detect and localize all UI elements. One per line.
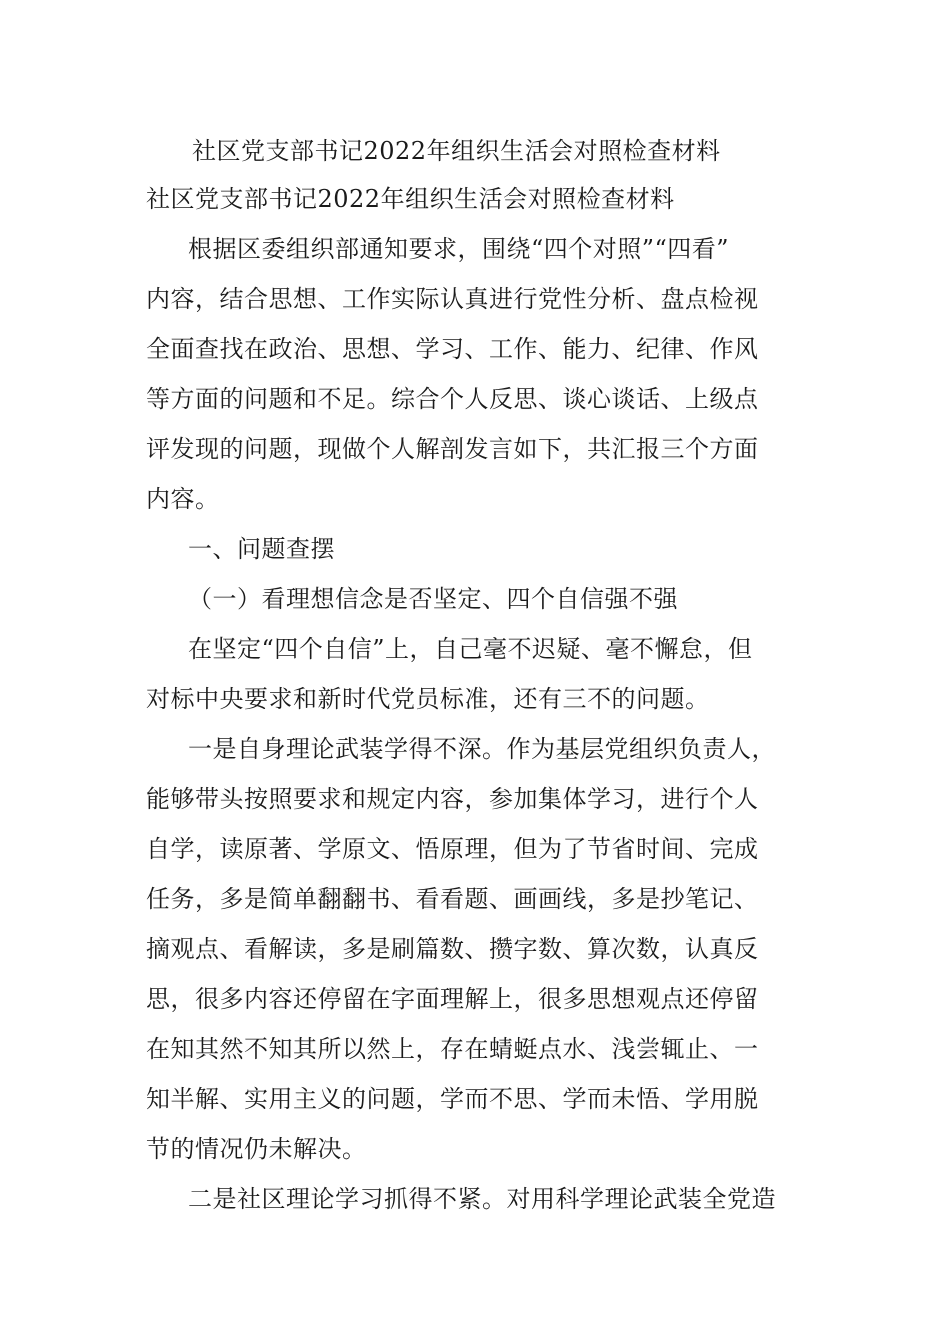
paragraph-line-point1-8: 知半解、实用主义的问题，学而不思、学而未悟、学用脱 xyxy=(146,1085,759,1113)
section-heading-1: 一、问题查摆 xyxy=(188,535,335,563)
paragraph-line-intro-6: 内容。 xyxy=(146,485,220,513)
paragraph-line-intro-4: 等方面的问题和不足。综合个人反思、谈心谈话、上级点 xyxy=(146,385,759,413)
paragraph-line-point1-2: 能够带头按照要求和规定内容，参加集体学习，进行个人 xyxy=(146,785,759,813)
paragraph-line-intro-1: 根据区委组织部通知要求，围绕“四个对照”“四看” xyxy=(188,235,730,263)
paragraph-line-confidence-1: 在坚定“四个自信”上，自己毫不迟疑、毫不懈怠，但 xyxy=(188,635,753,663)
paragraph-line-point1-1: 一是自身理论武装学得不深。作为基层党组织负责人， xyxy=(188,735,776,763)
paragraph-line-point1-4: 任务，多是简单翻翻书、看看题、画画线，多是抄笔记、 xyxy=(146,885,759,913)
paragraph-line-confidence-2: 对标中央要求和新时代党员标准，还有三不的问题。 xyxy=(146,685,710,713)
paragraph-line-point2-1: 二是社区理论学习抓得不紧。对用科学理论武装全党造 xyxy=(188,1185,776,1213)
paragraph-line-intro-2: 内容，结合思想、工作实际认真进行党性分析、盘点检视 xyxy=(146,285,759,313)
document-title: 社区党支部书记2022年组织生活会对照检查材料 xyxy=(192,137,721,165)
subsection-heading-1: （一）看理想信念是否坚定、四个自信强不强 xyxy=(188,585,678,613)
paragraph-line-intro-3: 全面查找在政治、思想、学习、工作、能力、纪律、作风 xyxy=(146,335,759,363)
paragraph-line-intro-5: 评发现的问题，现做个人解剖发言如下，共汇报三个方面 xyxy=(146,435,759,463)
document-title-repeat: 社区党支部书记2022年组织生活会对照检查材料 xyxy=(146,185,675,213)
paragraph-line-point1-5: 摘观点、看解读，多是刷篇数、攒字数、算次数，认真反 xyxy=(146,935,759,963)
paragraph-line-point1-6: 思，很多内容还停留在字面理解上，很多思想观点还停留 xyxy=(146,985,759,1013)
paragraph-line-point1-9: 节的情况仍未解决。 xyxy=(146,1135,367,1163)
paragraph-line-point1-7: 在知其然不知其所以然上，存在蜻蜓点水、浅尝辄止、一 xyxy=(146,1035,759,1063)
paragraph-line-point1-3: 自学，读原著、学原文、悟原理，但为了节省时间、完成 xyxy=(146,835,759,863)
